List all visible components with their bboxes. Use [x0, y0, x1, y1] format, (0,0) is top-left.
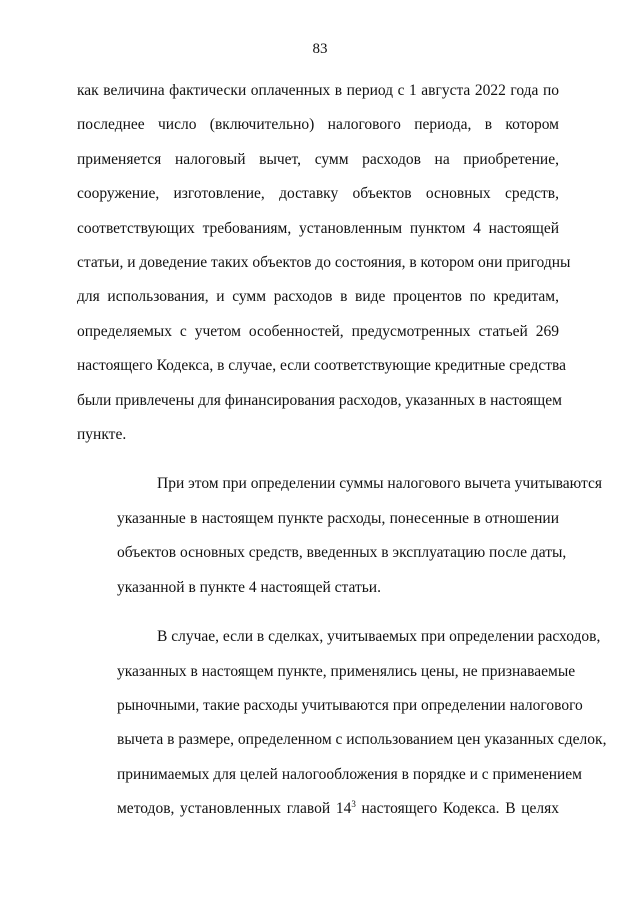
text-line: для использования, и сумм расходов в виде процентов по кредитам, [77, 288, 559, 306]
text-line: указанных в настоящем пункте, применялись цены, не признаваемые [117, 662, 576, 680]
text-line: рыночными, такие расходы учитываются при определении налогового [117, 696, 583, 714]
text-line: настоящего Кодекса, в случае, если соответствующие кредитные средства [77, 357, 566, 375]
paragraph-2 [77, 467, 602, 605]
text-line: пункте. [77, 426, 127, 444]
text-line-with-superscript [77, 792, 559, 826]
text-segment: настоящего Кодекса. В целях [355, 800, 559, 818]
text-line: последнее число (включительно) налогового периода, в котором [77, 116, 559, 134]
paragraph-3 [77, 620, 607, 826]
text-line: применяется налоговый вычет, сумм расходов на приобретение, [77, 150, 559, 168]
chapter-superscript: 3 [351, 799, 356, 810]
text-line: определяемых с учетом особенностей, предусмотренных статьей 269 [77, 322, 559, 340]
text-line: При этом при определении суммы налогового вычета учитываются [157, 475, 602, 493]
text-line: были привлечены для финансирования расходов, указанных в настоящем [77, 391, 562, 409]
text-line: вычета в размере, определенном с использованием цен указанных сделок, [117, 731, 607, 749]
text-segment: методов, установленных главой 14 [117, 800, 352, 818]
text-line: В случае, если в сделках, учитываемых при определении расходов, [157, 628, 601, 646]
text-line: принимаемых для целей налогообложения в порядке и с применением [117, 765, 582, 783]
document-body [77, 74, 607, 827]
page-number: 83 [312, 41, 328, 57]
text-line: сооружение, изготовление, доставку объектов основных средств, [77, 185, 559, 203]
text-line: статьи, и доведение таких объектов до состояния, в котором они пригодны [77, 254, 571, 272]
text-line: соответствующих требованиям, установленным пунктом 4 настоящей [77, 219, 559, 237]
paragraph-1 [77, 74, 571, 452]
text-line: указанной в пункте 4 настоящей статьи. [117, 578, 381, 596]
text-line: объектов основных средств, введенных в эксплуатацию после даты, [117, 544, 567, 562]
text-line: как величина фактически оплаченных в период с 1 августа 2022 года по [77, 82, 559, 99]
text-line: указанные в настоящем пункте расходы, понесенные в отношении [117, 509, 559, 527]
